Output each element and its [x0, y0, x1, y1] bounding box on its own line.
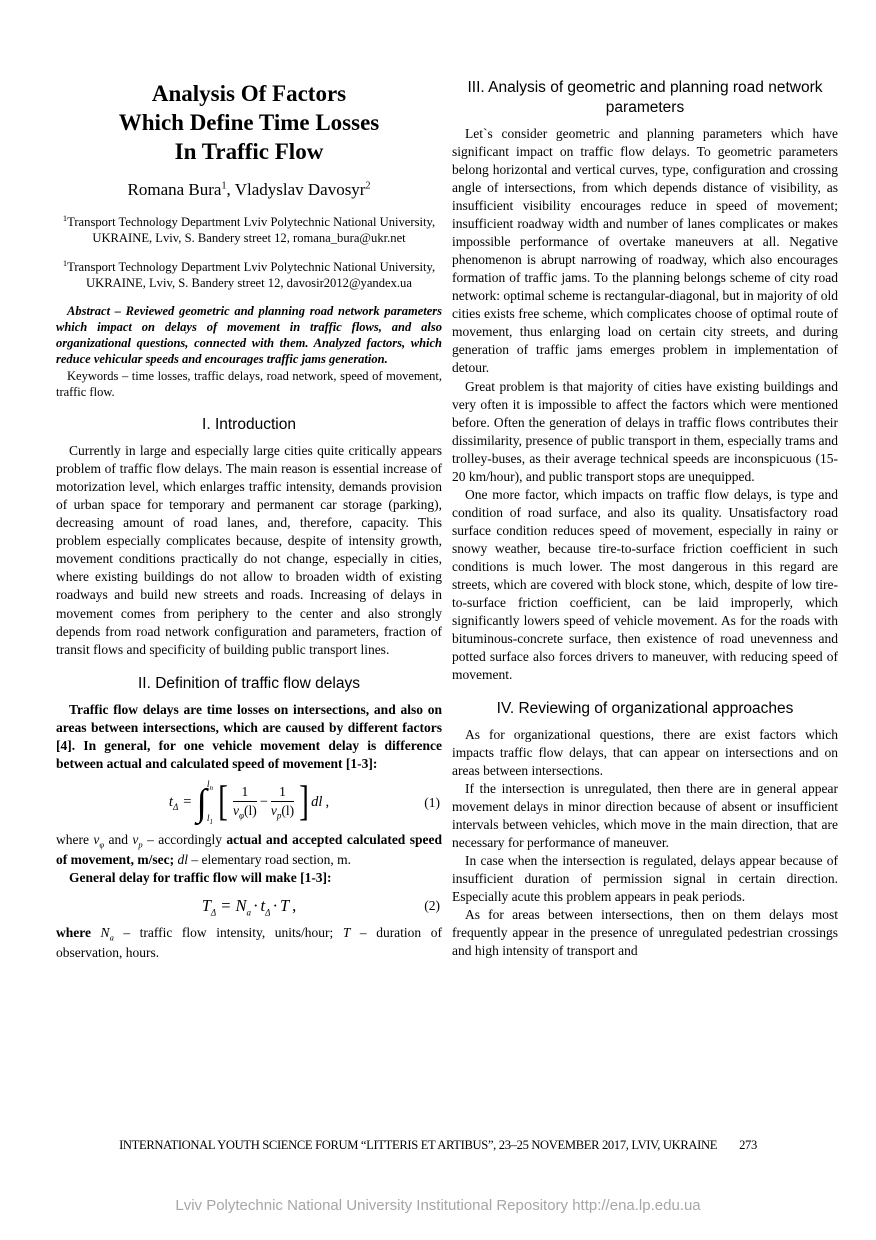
affiliation-1-text: Transport Technology Department Lviv Polytechnic National University, UKRAINE, Lviv, S. Bandery street 12, romana_bura@ukr.net: [67, 215, 436, 246]
eq1-lhs: $t_\Delta$: [168, 793, 179, 812]
eq2-lhs: $T_\Delta$: [201, 895, 217, 918]
section-4-paragraph-3: In case when the intersection is regulated, delays appear because of insufficient duration of permission signal in certain direction. Especially acute this problem appears in peak periods.: [452, 853, 838, 905]
section-1-body: [56, 442, 442, 658]
eq2-duration: T: [279, 896, 290, 916]
equation-1-legend: where $v_\varphi$ and $v_p$ – accordingly actual and accepted calculated speed of movement, m/sec; dl – elementary road section, m.: [56, 831, 442, 867]
author-1-superscript: 1: [221, 180, 227, 192]
section-3-body: [452, 125, 838, 683]
eq1-dl: dl: [311, 794, 323, 811]
general-delay-lead: General delay for traffic flow will make [1-3]:: [69, 869, 332, 885]
affiliation-1: [56, 213, 442, 247]
section-2-paragraph: Traffic flow delays are time losses on intersections, and also on areas between intersections, which are caused by different factors [4]. In general, for one vehicle movement delay is difference between actual and calculated speed of movement [1-3]:: [56, 701, 442, 771]
page-footer: [0, 1138, 876, 1153]
equation-1-body: [168, 778, 330, 826]
affiliation-2: [56, 258, 442, 292]
author-2-superscript: 2: [365, 180, 371, 192]
section-4-heading: IV. Reviewing of organizational approaches: [496, 699, 794, 717]
eq2-delay: $t_\Delta$: [260, 895, 271, 918]
title-line-2: Which Define Time Losses: [118, 109, 380, 135]
section-3-heading: III. Analysis of geometric and planning road network parameters: [467, 79, 823, 117]
affiliation-2-superscript: 1: [62, 257, 68, 268]
authors-line: [56, 180, 442, 200]
minus-sign: −: [259, 794, 268, 811]
section-1-paragraph: Currently in large and especially large cities quite critically appears problem of traffic flow delays. The main reason is essential increase of motorization level, which enlarges traffic intensity, demands provision of urban space for temporary and permanent car storage (parking), decreasing amount of road lanes, and, therefore, capacity. This problem especially complicates because, despite of intensity growth, movement conditions practically do not change, especially in cities, where existing buildings do not allow to broaden width of existing roadways and build new streets and roads. Increasing of delays in movement comes from periphery to the center and also strongly depends from road network configuration and parameters, fraction of transit flows and specificity of building public transport lines.: [56, 443, 442, 657]
eq2-dot-2: ·: [272, 896, 278, 916]
section-4-body: [452, 726, 838, 960]
integral-lower-limit: $l_1$: [206, 813, 213, 826]
section-4-paragraph-2: If the intersection is unregulated, then there are in general appear movement delays in minor direction because of absent or insufficient intervals between vehicles, which move in the main direction, that are necessary for performance of maneuver.: [452, 780, 838, 850]
equation-1-number: (1): [424, 794, 440, 810]
author-separator: ,: [226, 179, 235, 199]
eq1-comma: ,: [325, 794, 330, 811]
fraction-1: $\frac{1}{v_\varphi(l)}$: [233, 784, 257, 821]
left-column: [56, 78, 442, 962]
equation-2-legend: where $N_a$ – traffic flow intensity, units/hour; T – duration of observation, hours.: [56, 925, 442, 961]
eq2-intensity: $N_a$: [235, 895, 252, 918]
equation-2: [56, 895, 442, 918]
author-2: Vladyslav Davosyr: [234, 179, 366, 199]
keywords: Keywords – time losses, traffic delays, road network, speed of movement, traffic flow.: [56, 368, 442, 399]
integral-limits: [207, 781, 213, 825]
eq2-comma: ,: [292, 896, 297, 916]
page-number: 273: [739, 1138, 757, 1152]
section-3-paragraph-3: One more factor, which impacts on traffic flow delays, is type and condition of road surface, and also its quality. Unsatisfactory road surface condition reduces speed of movement, especially in rainy or snowy weather, because tire-to-surface friction coefficient in such conditions is much lower. The most dangerous in this regard are streets, which are covered with block stone, which, despite of low tire-to-surface friction coefficient, can be laid improperly, which significantly lowers speed of vehicle movement. As for the roads with bituminous-concrete surface, then existence of road unevenness and potted surface also forces drivers to maneuver, with reducing speed of movement.: [452, 486, 838, 682]
author-1: Romana Bura: [127, 179, 222, 199]
eq2-equals: =: [221, 896, 231, 916]
section-4-paragraph-1: As for organizational questions, there are exist factors which impacts traffic flow delays, that can appear on intersections and on areas between intersections.: [452, 726, 838, 778]
affiliation-2-text: Transport Technology Department Lviv Polytechnic National University, UKRAINE, Lviv, S. Bandery street 12, davosir2012@yandex.ua: [67, 260, 436, 291]
eq1-integral-group: [196, 781, 216, 825]
section-4-paragraph-4: As for areas between intersections, then on them delays most frequently appear in the presence of unregulated pedestrian crossings and high intensity of transport and: [452, 907, 838, 959]
integral-upper-limit: $l_n$: [206, 779, 213, 792]
section-1-heading: I. Introduction: [202, 416, 296, 434]
section-2-body: [56, 701, 442, 962]
fraction-2: $\frac{1}{v_p(l)}$: [270, 784, 295, 821]
eq2-dot-1: ·: [253, 896, 259, 916]
section-3-paragraph-2: Great problem is that majority of cities have existing buildings and very often it is impossible to affect the factors which were mentioned before. Often the generation of delays in traffic flows contributes their dissimilarity, presence of public transport in them, especially trams and trolley-buses, as their average technical speeds are inconspicuous (15-20 km/hour), and public transport stops are unequipped.: [452, 378, 838, 484]
equation-1: [56, 778, 442, 826]
title-line-3: In Traffic Flow: [174, 138, 324, 164]
equation-2-number: (2): [424, 898, 440, 914]
repository-watermark: Lviv Polytechnic National University Institutional Repository http://ena.lp.edu.ua: [175, 1197, 701, 1214]
title-line-1: Analysis Of Factors: [151, 81, 347, 106]
left-bracket: [: [218, 778, 228, 825]
section-2-heading: II. Definition of traffic flow delays: [138, 674, 360, 692]
abstract: Abstract – Reviewed geometric and planning road network parameters which impact on delays of movement in traffic flows, and also organizational questions, connected with them. Analyzed factors, which reduce vehicular speeds and encourages traffic jams generation.: [56, 303, 442, 367]
integral-sign: ∫: [196, 781, 207, 824]
eq1-equals: =: [183, 794, 192, 811]
section-3-paragraph-1: Let`s consider geometric and planning parameters which have significant impact on traffic flow delays. To geometric parameters belong horizontal and vertical curves, type, configuration and crossing angle of intersections, from which depends distance of visibility, as insufficient visibility encourages reduce in speed of movement; insufficient roadway width and number of lanes complicates or makes impossible performance of overtake maneuvers at all. Negative phenomenon is abrupt narrowing of roadway, which also encourages formation of traffic jams. To the planning belongs scheme of city road network: optimal scheme is rectangular-diagonal, but in majority of old cities exists free scheme, which complicates choose of optimal route of movement, thus enlarging load on certain city streets, and during generation of traffic jams emerges problem in implementation of detour.: [452, 126, 838, 376]
equation-2-body: [202, 895, 297, 918]
right-column: [452, 78, 838, 962]
conference-line: INTERNATIONAL YOUTH SCIENCE FORUM “LITTERIS ET ARTIBUS”, 23–25 NOVEMBER 2017, LVIV, UKRAINE: [119, 1138, 718, 1152]
two-column-layout: [56, 78, 838, 962]
right-bracket: ]: [299, 778, 310, 825]
paper-title: [56, 80, 442, 167]
affiliation-1-superscript: 1: [62, 212, 68, 223]
